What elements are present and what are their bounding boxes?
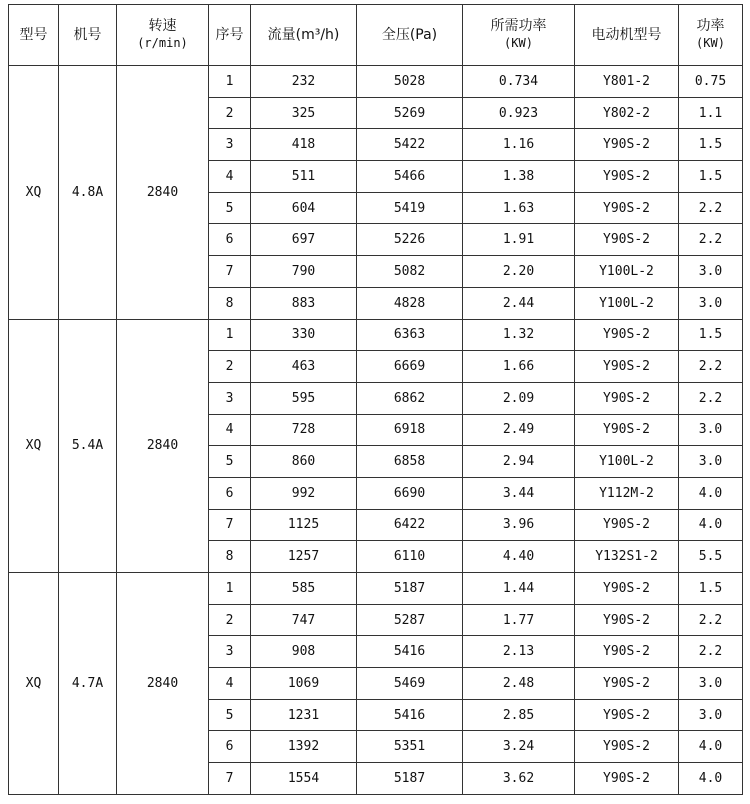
- cell-motor: Y90S-2: [575, 636, 679, 668]
- cell-power-needed: 2.09: [463, 382, 575, 414]
- cell-seq: 1: [209, 573, 251, 605]
- cell-model: XQ: [9, 573, 59, 795]
- cell-motor: Y90S-2: [575, 731, 679, 763]
- cell-flow: 418: [251, 129, 357, 161]
- header-motor: 电动机型号: [575, 5, 679, 66]
- cell-flow: 883: [251, 287, 357, 319]
- cell-seq: 2: [209, 604, 251, 636]
- cell-pressure: 5187: [357, 763, 463, 795]
- cell-flow: 1392: [251, 731, 357, 763]
- cell-power-needed: 2.49: [463, 414, 575, 446]
- header-flow: 流量(m³/h): [251, 5, 357, 66]
- cell-seq: 3: [209, 382, 251, 414]
- cell-power: 4.0: [679, 731, 743, 763]
- cell-power-needed: 2.85: [463, 699, 575, 731]
- table-row: [9, 573, 743, 605]
- cell-power: 3.0: [679, 256, 743, 288]
- cell-flow: 1554: [251, 763, 357, 795]
- cell-flow: 790: [251, 256, 357, 288]
- header-row: [9, 5, 743, 66]
- cell-motor: Y100L-2: [575, 446, 679, 478]
- cell-power: 1.5: [679, 161, 743, 193]
- table-body: [9, 66, 743, 795]
- cell-pressure: 5269: [357, 97, 463, 129]
- cell-seq: 7: [209, 256, 251, 288]
- cell-machine: 5.4A: [59, 319, 117, 573]
- cell-pressure: 5226: [357, 224, 463, 256]
- cell-power-needed: 0.923: [463, 97, 575, 129]
- cell-motor: Y90S-2: [575, 129, 679, 161]
- cell-power-needed: 0.734: [463, 66, 575, 98]
- cell-seq: 6: [209, 477, 251, 509]
- cell-machine: 4.7A: [59, 573, 117, 795]
- cell-pressure: 5028: [357, 66, 463, 98]
- cell-flow: 747: [251, 604, 357, 636]
- cell-pressure: 6690: [357, 477, 463, 509]
- cell-flow: 595: [251, 382, 357, 414]
- cell-flow: 860: [251, 446, 357, 478]
- cell-seq: 3: [209, 129, 251, 161]
- cell-power-needed: 1.38: [463, 161, 575, 193]
- cell-power: 3.0: [679, 414, 743, 446]
- cell-power: 3.0: [679, 446, 743, 478]
- cell-power: 4.0: [679, 477, 743, 509]
- cell-power-needed: 1.16: [463, 129, 575, 161]
- table-row: [9, 319, 743, 351]
- cell-pressure: 6110: [357, 541, 463, 573]
- cell-motor: Y100L-2: [575, 287, 679, 319]
- cell-motor: Y100L-2: [575, 256, 679, 288]
- cell-pressure: 5416: [357, 636, 463, 668]
- cell-seq: 4: [209, 161, 251, 193]
- cell-power: 2.2: [679, 192, 743, 224]
- cell-seq: 5: [209, 699, 251, 731]
- header-seq: 序号: [209, 5, 251, 66]
- cell-seq: 2: [209, 97, 251, 129]
- cell-power-needed: 1.66: [463, 351, 575, 383]
- cell-power-needed: 1.91: [463, 224, 575, 256]
- cell-seq: 2: [209, 351, 251, 383]
- cell-flow: 728: [251, 414, 357, 446]
- cell-motor: Y90S-2: [575, 161, 679, 193]
- cell-power-needed: 2.20: [463, 256, 575, 288]
- cell-power: 1.5: [679, 129, 743, 161]
- cell-flow: 604: [251, 192, 357, 224]
- cell-machine: 4.8A: [59, 66, 117, 320]
- cell-power: 2.2: [679, 382, 743, 414]
- cell-motor: Y90S-2: [575, 319, 679, 351]
- cell-power: 1.1: [679, 97, 743, 129]
- cell-power-needed: 2.48: [463, 668, 575, 700]
- cell-power-needed: 1.63: [463, 192, 575, 224]
- cell-pressure: 5416: [357, 699, 463, 731]
- cell-pressure: 6363: [357, 319, 463, 351]
- cell-seq: 1: [209, 319, 251, 351]
- cell-motor: Y90S-2: [575, 763, 679, 795]
- cell-seq: 7: [209, 763, 251, 795]
- cell-power: 2.2: [679, 604, 743, 636]
- header-speed-unit: (r/min): [137, 36, 188, 50]
- fan-spec-table: [8, 4, 743, 795]
- cell-power-needed: 3.62: [463, 763, 575, 795]
- cell-flow: 908: [251, 636, 357, 668]
- cell-motor: Y90S-2: [575, 224, 679, 256]
- cell-motor: Y90S-2: [575, 699, 679, 731]
- cell-power-needed: 1.44: [463, 573, 575, 605]
- cell-pressure: 5287: [357, 604, 463, 636]
- cell-pressure: 6918: [357, 414, 463, 446]
- cell-motor: Y90S-2: [575, 604, 679, 636]
- cell-motor: Y90S-2: [575, 351, 679, 383]
- cell-speed: 2840: [117, 573, 209, 795]
- cell-seq: 7: [209, 509, 251, 541]
- cell-pressure: 6422: [357, 509, 463, 541]
- cell-seq: 1: [209, 66, 251, 98]
- header-power: [679, 5, 743, 66]
- cell-power-needed: 2.44: [463, 287, 575, 319]
- cell-seq: 6: [209, 731, 251, 763]
- cell-flow: 325: [251, 97, 357, 129]
- cell-power: 2.2: [679, 224, 743, 256]
- cell-flow: 330: [251, 319, 357, 351]
- header-speed: [117, 5, 209, 66]
- cell-motor: Y90S-2: [575, 509, 679, 541]
- cell-power: 2.2: [679, 351, 743, 383]
- cell-motor: Y90S-2: [575, 382, 679, 414]
- cell-power: 5.5: [679, 541, 743, 573]
- header-power-label: 功率: [696, 18, 725, 34]
- cell-power: 3.0: [679, 287, 743, 319]
- cell-power: 3.0: [679, 668, 743, 700]
- header-power-unit: (KW): [696, 36, 725, 50]
- cell-power: 0.75: [679, 66, 743, 98]
- header-speed-label: 转速: [148, 18, 177, 34]
- cell-seq: 4: [209, 414, 251, 446]
- cell-power: 2.2: [679, 636, 743, 668]
- cell-pressure: 5466: [357, 161, 463, 193]
- cell-flow: 697: [251, 224, 357, 256]
- cell-flow: 232: [251, 66, 357, 98]
- cell-pressure: 5419: [357, 192, 463, 224]
- cell-seq: 8: [209, 541, 251, 573]
- cell-power-needed: 2.94: [463, 446, 575, 478]
- cell-seq: 5: [209, 446, 251, 478]
- cell-power: 4.0: [679, 763, 743, 795]
- cell-power-needed: 2.13: [463, 636, 575, 668]
- cell-power: 4.0: [679, 509, 743, 541]
- cell-flow: 1125: [251, 509, 357, 541]
- cell-power-needed: 3.96: [463, 509, 575, 541]
- cell-seq: 3: [209, 636, 251, 668]
- cell-model: XQ: [9, 319, 59, 573]
- cell-motor: Y90S-2: [575, 192, 679, 224]
- cell-power-needed: 4.40: [463, 541, 575, 573]
- cell-speed: 2840: [117, 66, 209, 320]
- cell-flow: 511: [251, 161, 357, 193]
- cell-flow: 585: [251, 573, 357, 605]
- cell-pressure: 6669: [357, 351, 463, 383]
- cell-flow: 463: [251, 351, 357, 383]
- cell-pressure: 5422: [357, 129, 463, 161]
- cell-pressure: 5082: [357, 256, 463, 288]
- cell-seq: 4: [209, 668, 251, 700]
- cell-flow: 1231: [251, 699, 357, 731]
- cell-pressure: 5469: [357, 668, 463, 700]
- cell-pressure: 5351: [357, 731, 463, 763]
- cell-speed: 2840: [117, 319, 209, 573]
- header-machine: 机号: [59, 5, 117, 66]
- cell-flow: 1069: [251, 668, 357, 700]
- header-pressure: 全压(Pa): [357, 5, 463, 66]
- cell-power-needed: 1.32: [463, 319, 575, 351]
- cell-power-needed: 3.24: [463, 731, 575, 763]
- cell-power: 1.5: [679, 573, 743, 605]
- cell-seq: 5: [209, 192, 251, 224]
- cell-model: XQ: [9, 66, 59, 320]
- cell-seq: 8: [209, 287, 251, 319]
- header-power-needed-label: 所需功率: [490, 18, 547, 34]
- cell-power-needed: 3.44: [463, 477, 575, 509]
- cell-motor: Y90S-2: [575, 668, 679, 700]
- header-model: 型号: [9, 5, 59, 66]
- cell-motor: Y802-2: [575, 97, 679, 129]
- cell-pressure: 4828: [357, 287, 463, 319]
- cell-pressure: 6858: [357, 446, 463, 478]
- cell-power: 3.0: [679, 699, 743, 731]
- cell-seq: 6: [209, 224, 251, 256]
- header-power-needed: [463, 5, 575, 66]
- cell-flow: 992: [251, 477, 357, 509]
- table-row: [9, 66, 743, 98]
- cell-power-needed: 1.77: [463, 604, 575, 636]
- cell-pressure: 6862: [357, 382, 463, 414]
- header-power-needed-unit: (KW): [504, 36, 533, 50]
- cell-motor: Y90S-2: [575, 414, 679, 446]
- cell-motor: Y90S-2: [575, 573, 679, 605]
- cell-motor: Y132S1-2: [575, 541, 679, 573]
- cell-power: 1.5: [679, 319, 743, 351]
- cell-motor: Y112M-2: [575, 477, 679, 509]
- cell-pressure: 5187: [357, 573, 463, 605]
- cell-flow: 1257: [251, 541, 357, 573]
- cell-motor: Y801-2: [575, 66, 679, 98]
